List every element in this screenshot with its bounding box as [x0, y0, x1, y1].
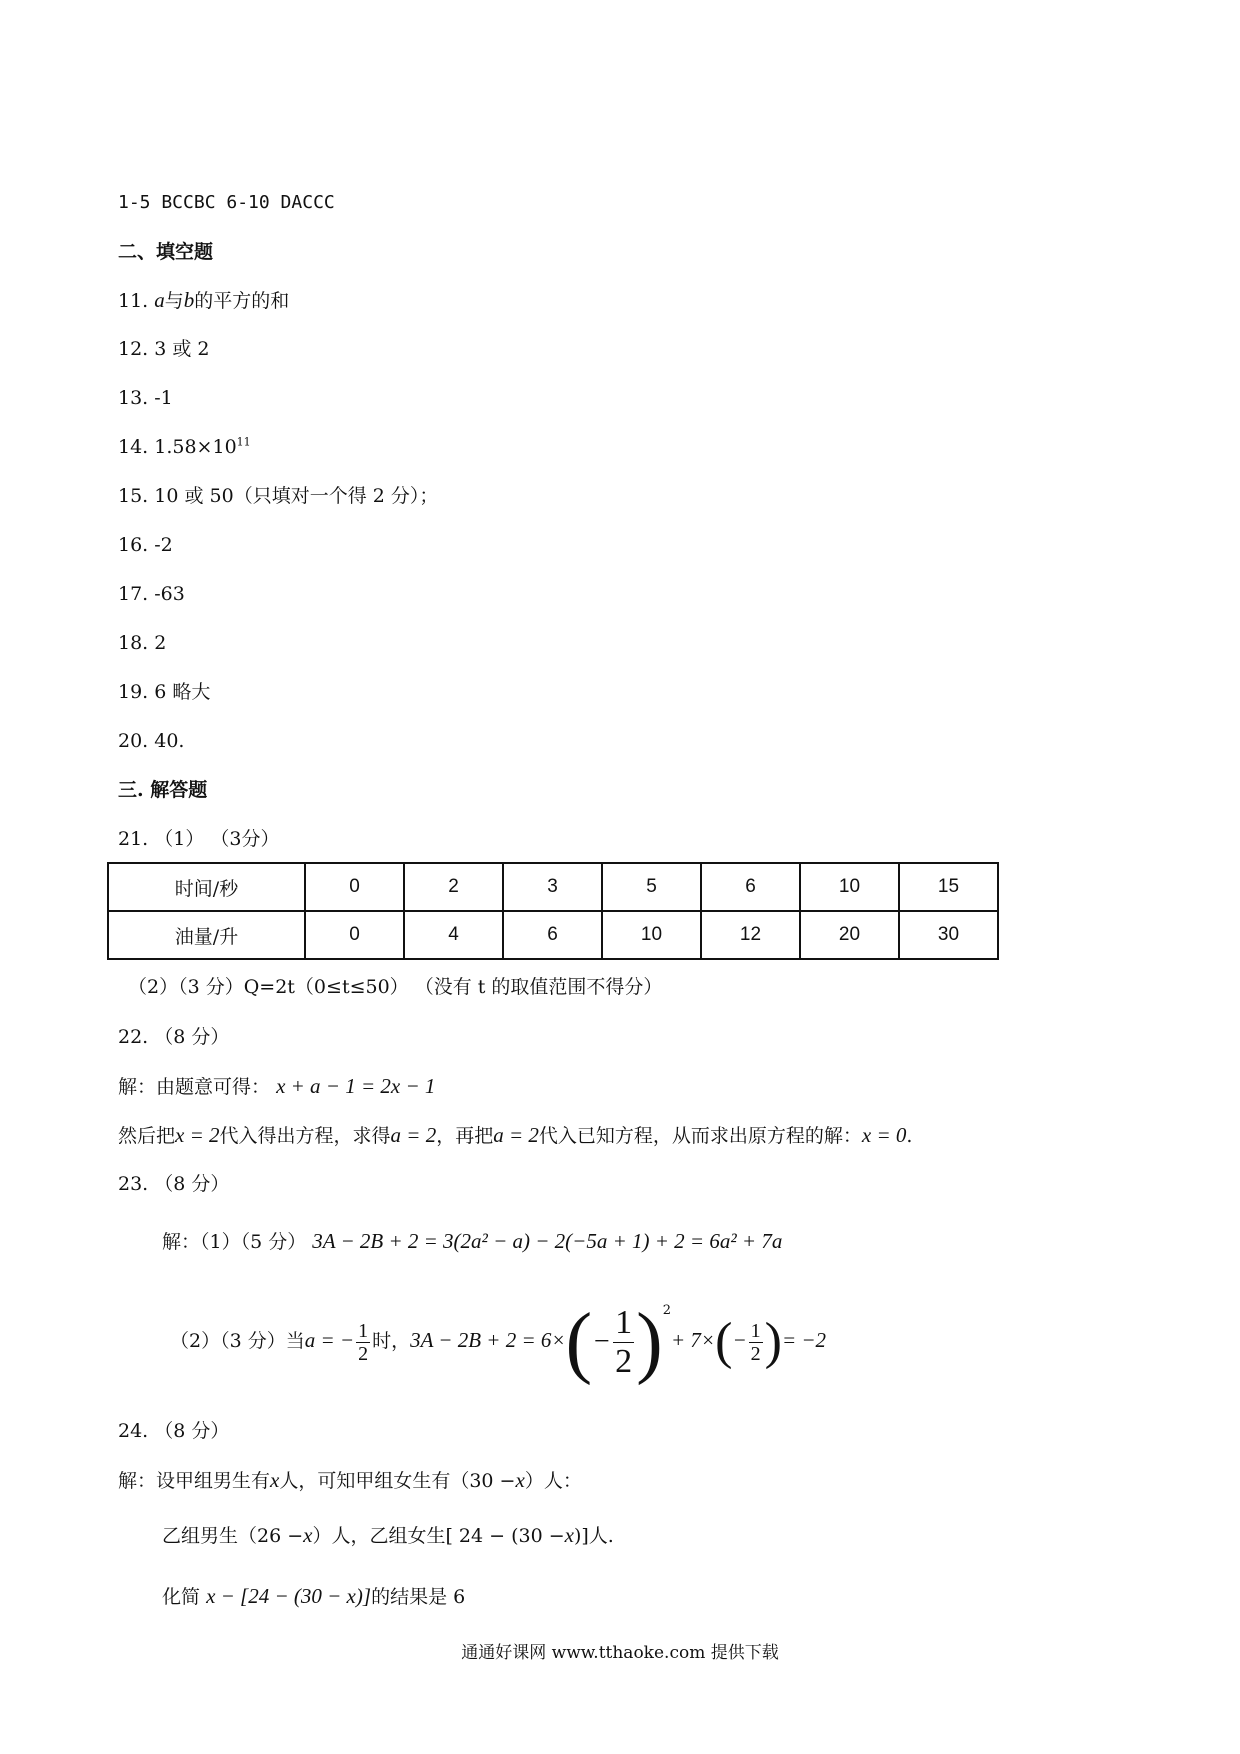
table-cell: 0	[305, 911, 404, 959]
q23-part2	[170, 1295, 826, 1385]
q23-part2-mid: + 7×	[671, 1328, 716, 1352]
q24-line1-a: 解：设甲组男生有	[118, 1470, 271, 1492]
fraction-denominator: 2	[358, 1342, 369, 1365]
table-row-label: 油量/升	[108, 911, 305, 959]
page-footer: 通通好课网 www.tthaoke.com 提供下载	[461, 1643, 779, 1663]
q22-expr-3: a = 2	[493, 1123, 539, 1147]
answer-q14	[118, 434, 251, 460]
answer-q18: 18. 2	[118, 632, 167, 654]
q24-line2	[162, 1522, 614, 1549]
answer-q15: 15. 10 或 50（只填对一个得 2 分）；	[118, 485, 439, 507]
q24-line3	[162, 1583, 465, 1610]
mc-answers: 1-5 BCCBC 6-10 DACCC	[118, 192, 335, 213]
q23-part2-lhs: 3A − 2B + 2 = 6×	[410, 1328, 566, 1352]
q14-exponent: 11	[236, 435, 251, 449]
q21-part2: （2）（3 分）Q=2t（0≤t≤50） （没有 t 的取值范围不得分）	[128, 976, 663, 998]
q22-text-2: 代入得出方程，求得	[219, 1125, 391, 1147]
fraction-one-half-large	[613, 1304, 634, 1381]
fraction-denominator: 2	[615, 1342, 633, 1380]
answer-q13: 13. -1	[118, 387, 173, 409]
fraction-one-half	[356, 1320, 370, 1365]
section-title-solutions: 三. 解答题	[118, 779, 208, 801]
q22-text-3: ，再把	[436, 1125, 494, 1147]
table-cell: 15	[899, 863, 998, 911]
fraction-denominator: 2	[750, 1342, 761, 1365]
q24-header: 24. （8 分）	[118, 1420, 230, 1442]
right-paren: )	[764, 1313, 782, 1370]
answer-q11	[118, 287, 289, 314]
q11-tail: 的平方的和	[194, 290, 290, 312]
q22-header: 22. （8 分）	[118, 1026, 230, 1048]
minus-sign: −	[592, 1326, 612, 1357]
fraction-one-half	[749, 1320, 763, 1365]
q22-expr-1: x = 2	[175, 1123, 220, 1147]
q11-mid: 与	[164, 290, 184, 312]
table-cell: 10	[800, 863, 899, 911]
q23-part1-prefix: 解：（1）（5 分）	[162, 1231, 307, 1253]
q24-var-x: x	[515, 1468, 525, 1492]
q23-part2-prefix: （2）（3 分）当	[170, 1330, 305, 1352]
q24-line1-c: ）人：	[524, 1470, 582, 1492]
q11-var-a: a	[154, 288, 165, 312]
table-row-time	[108, 863, 998, 911]
q24-var-x: x	[270, 1468, 280, 1492]
table-row-oil	[108, 911, 998, 959]
q21-table	[107, 862, 999, 960]
table-cell: 30	[899, 911, 998, 959]
table-cell: 5	[602, 863, 701, 911]
answer-q17: 17. -63	[118, 583, 185, 605]
q23-part2-a: a = −	[304, 1328, 355, 1352]
table-row-label: 时间/秒	[108, 863, 305, 911]
table-cell: 3	[503, 863, 602, 911]
square-exponent: 2	[662, 1302, 672, 1318]
q23-header: 23. （8 分）	[118, 1173, 230, 1195]
q22-expr-2: a = 2	[390, 1123, 437, 1147]
q22-text-4: 代入已知方程，从而求出原方程的解：	[538, 1125, 862, 1147]
table-cell: 6	[503, 911, 602, 959]
table-cell: 0	[305, 863, 404, 911]
minus-sign: −	[732, 1328, 747, 1352]
q24-line3-a: 化简	[162, 1586, 201, 1608]
answer-q20: 20. 40.	[118, 730, 185, 752]
q24-line1	[118, 1467, 582, 1494]
section-title-fill-in: 二、填空题	[118, 241, 214, 263]
q11-var-b: b	[183, 288, 195, 312]
answer-q16: 16. -2	[118, 534, 173, 556]
answer-q19: 19. 6 略大	[118, 681, 211, 703]
fraction-numerator: 1	[750, 1319, 761, 1342]
q23-part2-when: 时，	[372, 1330, 411, 1352]
table-cell: 12	[701, 911, 800, 959]
q22-text-5: .	[906, 1125, 913, 1147]
q23-part2-result: = −2	[781, 1328, 827, 1352]
q11-number: 11.	[118, 290, 149, 312]
q21-header: 21. （1） （3分）	[118, 828, 280, 850]
left-paren: (	[715, 1313, 733, 1370]
q24-line1-b: 人，可知甲组女生有（30 −	[279, 1470, 516, 1492]
table-cell: 6	[701, 863, 800, 911]
fraction-numerator: 1	[615, 1303, 633, 1341]
q23-part1-equation: 3A − 2B + 2 = 3(2a² − a) − 2(−5a + 1) + 2 = 6a² + 7a	[312, 1229, 783, 1253]
q24-line2-b: ）人，乙组女生[ 24 − (30 −	[312, 1525, 565, 1547]
right-paren-large: )	[636, 1298, 663, 1386]
q22-line2	[118, 1122, 912, 1149]
q24-line3-expression: x − [24 − (30 − x)]	[206, 1584, 372, 1608]
q24-var-x: x	[303, 1523, 313, 1547]
table-cell: 4	[404, 911, 503, 959]
q14-base: 14. 1.58×10	[118, 436, 237, 458]
answer-q12: 12. 3 或 2	[118, 338, 210, 360]
table-cell: 10	[602, 911, 701, 959]
q22-line1	[118, 1073, 435, 1100]
q24-var-x: x	[564, 1523, 574, 1547]
q22-line1-prefix: 解：由题意可得：	[118, 1076, 271, 1098]
fraction-numerator: 1	[358, 1319, 369, 1342]
left-paren-large: (	[565, 1298, 593, 1386]
q23-part1	[162, 1228, 782, 1255]
q22-line1-equation: x + a − 1 = 2x − 1	[276, 1074, 436, 1098]
table-cell: 20	[800, 911, 899, 959]
q22-text-1: 然后把	[118, 1125, 176, 1147]
q24-line2-a: 乙组男生（26 −	[162, 1525, 304, 1547]
table-cell: 2	[404, 863, 503, 911]
q24-line2-c: )]人.	[573, 1525, 614, 1547]
q22-expr-4: x = 0	[861, 1123, 907, 1147]
q24-line3-b: 的结果是 6	[371, 1586, 466, 1608]
